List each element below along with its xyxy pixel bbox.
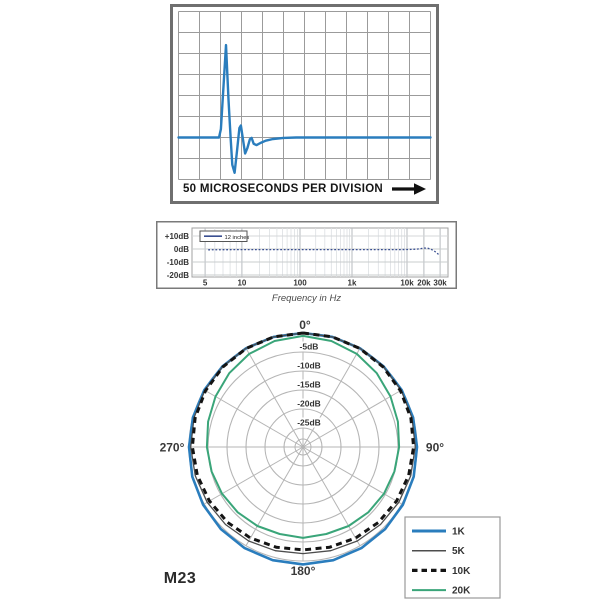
legend-label: 10K xyxy=(452,565,471,577)
ring-db-label: -10dB xyxy=(297,360,321,371)
x-tick-label: 30k xyxy=(433,278,447,288)
model-label: M23 xyxy=(163,570,197,587)
polar-pattern-chart xyxy=(150,315,510,600)
y-tick-label: 0dB xyxy=(173,244,189,254)
y-tick-label: +10dB xyxy=(164,231,189,241)
x-tick-label: 10k xyxy=(400,278,414,288)
legend-label: 20K xyxy=(452,585,471,597)
legend-label: 1K xyxy=(452,526,465,538)
legend-label: 5K xyxy=(452,546,465,558)
x-tick-label: 20k xyxy=(417,278,431,288)
impulse-chart-plot xyxy=(173,7,436,183)
ring-db-label: -15dB xyxy=(297,379,321,390)
frequency-axis-label: Frequency in Hz xyxy=(271,293,342,304)
ring-db-label: -25dB xyxy=(297,417,321,428)
impulse-response-chart xyxy=(170,4,439,204)
right-arrow-icon xyxy=(392,182,426,196)
legend-label: 12 inches xyxy=(224,234,250,241)
ring-db-label: -5dB xyxy=(299,341,319,352)
impulse-chart-caption xyxy=(173,179,436,199)
impulse-caption-text: 50 MICROSECONDS PER DIVISION xyxy=(182,183,384,195)
angle-label-0: 0° xyxy=(299,318,311,332)
x-tick-label: 100 xyxy=(293,278,307,288)
y-tick-label: -10dB xyxy=(166,257,189,267)
angle-label-180: 180° xyxy=(290,564,316,578)
frequency-chart-plot xyxy=(156,221,457,289)
x-tick-label: 10 xyxy=(237,278,247,288)
polar-chart-plot xyxy=(150,315,510,600)
frequency-response-chart xyxy=(156,221,457,289)
y-tick-label: -20dB xyxy=(166,270,189,280)
x-tick-label: 1k xyxy=(347,278,357,288)
ring-db-label: -20dB xyxy=(297,398,321,409)
angle-label-270: 270° xyxy=(159,440,185,455)
x-tick-label: 5 xyxy=(202,278,208,288)
angle-label-90: 90° xyxy=(425,440,445,455)
